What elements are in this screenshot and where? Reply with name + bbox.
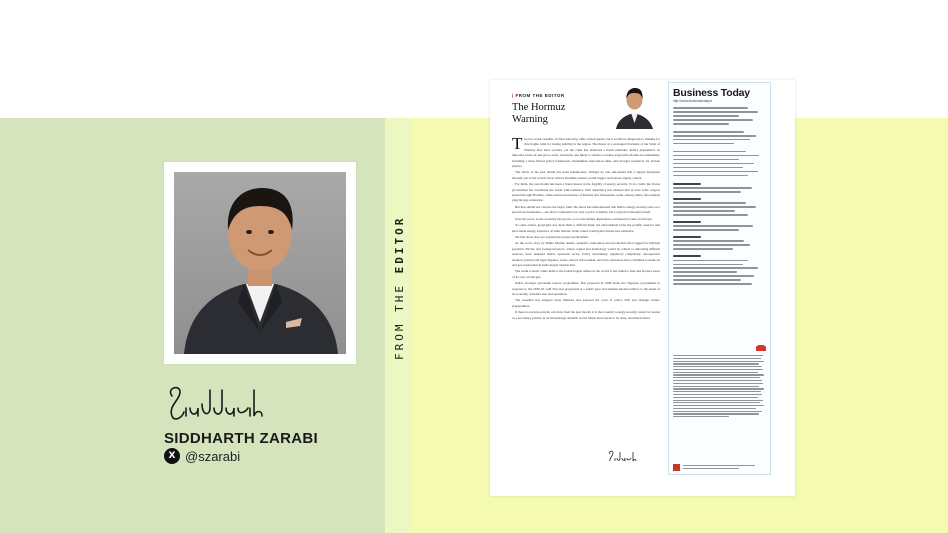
vertical-label-prefix: FROM THE xyxy=(393,273,406,360)
publisher-seal-icon xyxy=(756,345,766,351)
editor-portrait-illustration xyxy=(174,172,346,354)
from-the-editor-vertical-label xyxy=(393,216,406,360)
twitter-handle[interactable]: @szarabi xyxy=(185,448,241,464)
magazine-editorial-page xyxy=(490,80,795,496)
section-tag: | FROM THE EDITOR xyxy=(512,93,565,98)
twitter-handle-row[interactable] xyxy=(164,448,240,464)
body-paragraph: For India, the past month has been a brutal lesson in the fragility of energy security. To its credit, the Union government has weathered the storm with resilience. Deft diplomacy has ensured that at least some cargoes passed through Hormuz, while renewed purchases of Russian and Venezuelan crude, among others, have helped plug the gap somewhat. xyxy=(512,182,660,203)
section-tag-text: FROM THE EDITOR xyxy=(515,93,565,98)
body-paragraph: The shock of the past month has been transitionary. Perhaps no one anticipated that a supply disruption through one of the world's most critical maritime arteries would trigger such severe supply crunch. xyxy=(512,170,660,180)
body-paragraph: To some extent, geography has dealt India a difficult hand; the subcontinent lacks the prolific reserves that have made energy exporters of other nations. India cannot wish hydrocarbons into existence. xyxy=(512,223,660,233)
handwritten-signature xyxy=(164,382,274,430)
editorial-title: The Hormuz Warning xyxy=(512,102,566,125)
masthead-legal-block xyxy=(673,355,767,419)
editor-mini-portrait xyxy=(612,83,657,129)
body-paragraph: The result is stark: while India is the fourth-largest refiner in the world, it has failed to find and produce more of its own oil and gas. xyxy=(512,269,660,279)
editor-portrait-frame xyxy=(164,162,356,364)
body-paragraph: India's strategic petroleum reserve programme, first proposed in 1998 under the Vajpayee government in response to the 1990–91 Gulf War, has progressed at a snail's pace and remains modest relative to the needs of an economy of India's size and aspiration. xyxy=(512,281,660,296)
publisher-logo-icon xyxy=(673,464,680,471)
vertical-label-editor: EDITOR xyxy=(393,215,406,274)
x-twitter-icon: X xyxy=(164,448,180,464)
body-paragraph: But that should not obscure the larger truth: the shock has demonstrated that India's energy security rests on a precarious foundation—one that is vulnerable not only to price volatility, but to physical disruption itself. xyxy=(512,204,660,215)
masthead-url: http://www.businesstoday.in xyxy=(673,99,713,103)
body-paragraph: Yet that alone does not explain the present predicament. xyxy=(515,234,589,239)
drop-cap: T xyxy=(512,134,523,153)
body-paragraph: If there is one lesson India can draw from the past month, it is that country's energy security cannot be treated as a secondary priority in an increasingly unstable world. Much more needs to be done. And much faster. xyxy=(512,310,660,320)
masthead-column xyxy=(668,82,771,475)
masthead-title: Business Today xyxy=(673,87,750,99)
masthead-footer-block xyxy=(683,465,763,471)
body-paragraph: he two-week ceasefire in West Asia may offer a brief respite, but it would be dangerous to mistake for this fragile calm for lasting stability in the region. The threat of a prolonged blockade of the Strait of Hormuz may have receded, yet the crisis has delivered a harsh reminder: India's dependence on imported crude oil and gas is acute, structural, and likely to remain so unless long-term reforms are undertaken, including a more liberal policy framework, streamlined exploration rules, and stronger incentives for private players. xyxy=(512,137,660,169)
editorial-body xyxy=(512,134,660,322)
body-paragraph: As the cover story by Ritika Sharma details, domestic exploration and production have lagged for habitual potential. Private and foreign investors, whose capital and technology would be critical to unlocking difficult reserves, have shunned India's upstream sector. Policy uncertainty, regulatory complexity, retrospective taxation, pricing and legal disputes, weak contract enforcement, and slow clearances have combined to make oil and gas exploration in India deeply unattractive. xyxy=(512,241,660,267)
editor-portrait xyxy=(174,172,346,354)
body-paragraph: The ceasefire has stripped away illusions and exposed the costs of policy drift and strategic under-preparedness. xyxy=(512,298,660,308)
editor-mini-portrait-illustration xyxy=(612,83,657,129)
author-name: SIDDHARTH ZARABI xyxy=(164,430,318,447)
body-paragraph: Over the years, as the economy has grown, so too has India's dependence on imported crude oil and gas. xyxy=(515,216,653,221)
page-signature xyxy=(608,450,640,464)
masthead-credits-block xyxy=(673,107,767,287)
